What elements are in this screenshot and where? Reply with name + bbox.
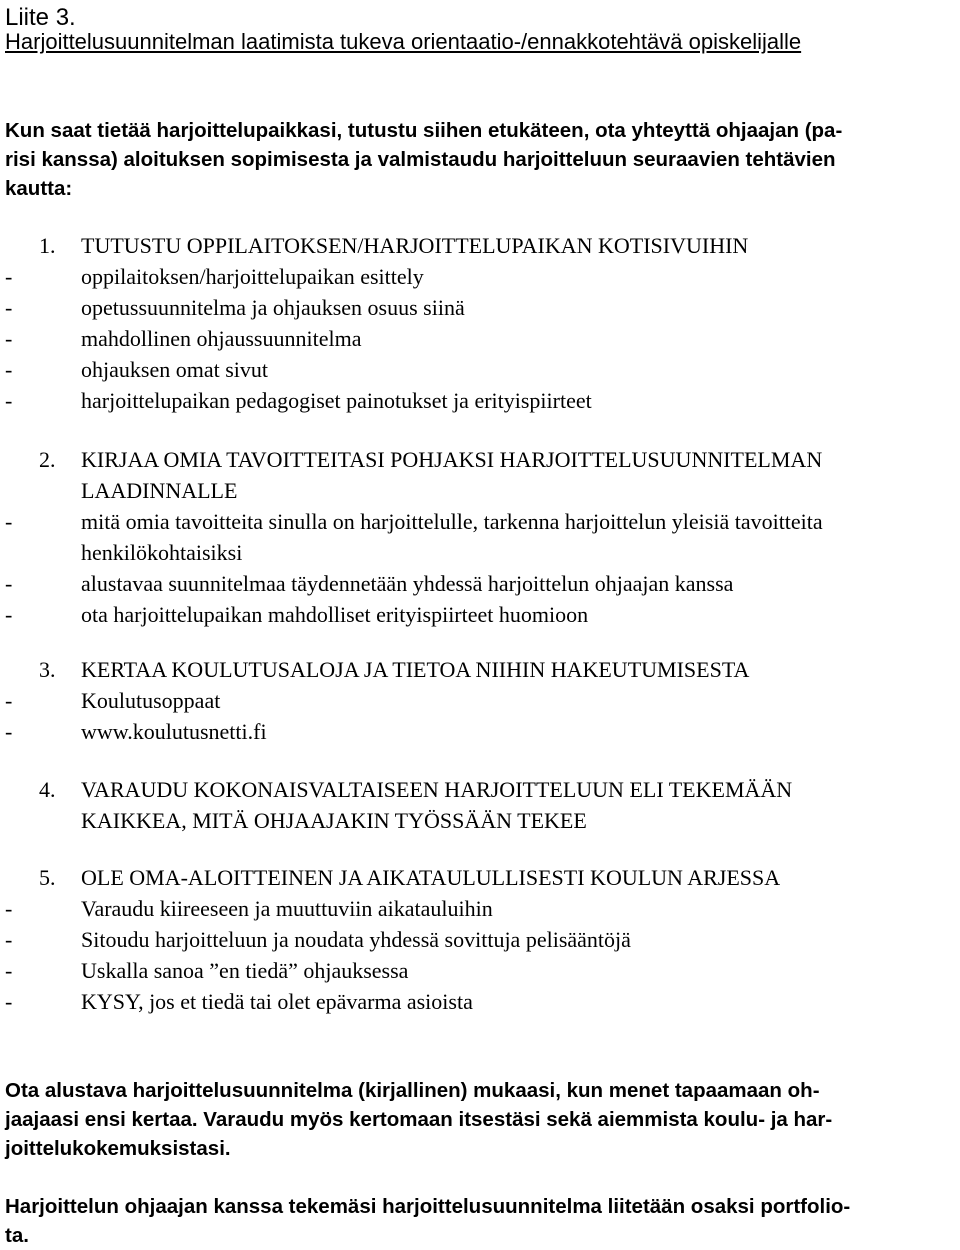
task-number: 4. <box>39 777 56 802</box>
list-item-line: mitä omia tavoitteita sinulla on harjoittelulle, tarkenna harjoittelun yleisiä tavoitteita <box>81 509 823 534</box>
list-item-text <box>81 292 955 323</box>
list-item-line: Varaudu kiireeseen ja muuttuviin aikatauluihin <box>81 896 493 921</box>
list-item-text <box>81 385 955 416</box>
task-title-line: TUTUSTU OPPILAITOKSEN/HARJOITTELUPAIKAN KOTISIVUIHIN <box>81 233 749 258</box>
list-item-text <box>81 261 955 292</box>
task-section-1 <box>5 230 955 416</box>
intro-line: risi kanssa) aloituksen sopimisesta ja valmistaudu harjoitteluun seuraavien tehtävien <box>5 148 836 171</box>
list-item-text <box>81 955 955 986</box>
list-item <box>5 292 955 323</box>
list-item <box>5 568 955 599</box>
task-title-line: LAADINNALLE <box>81 478 238 503</box>
dash-bullet: - <box>5 264 13 289</box>
list-item <box>5 354 955 385</box>
closing-line: jaajaasi ensi kertaa. Varaudu myös kertomaan itsestäsi sekä aiemmista koulu- ja har- <box>5 1108 833 1131</box>
task-heading <box>5 654 955 685</box>
task-title-line: KIRJAA OMIA TAVOITTEITASI POHJAKSI HARJOITTELUSUUNNITELMAN <box>81 447 823 472</box>
task-bullet-list <box>5 685 955 747</box>
dash-bullet: - <box>5 602 13 627</box>
closing-line: Harjoittelun ohjaajan kanssa tekemäsi harjoittelusuunnitelma liitetään osaksi portfolio- <box>5 1195 851 1218</box>
list-item-line: www.koulutusnetti.fi <box>81 719 267 744</box>
list-item <box>5 261 955 292</box>
dash-bullet: - <box>5 896 13 921</box>
task-number: 3. <box>39 657 56 682</box>
dash-bullet: - <box>5 571 13 596</box>
list-item-text <box>81 986 955 1017</box>
list-item-text <box>81 568 955 599</box>
task-number: 2. <box>39 447 56 472</box>
task-number: 5. <box>39 865 56 890</box>
task-section-3 <box>5 654 955 747</box>
intro-line: kautta: <box>5 177 73 200</box>
dash-bullet: - <box>5 719 13 744</box>
task-number: 1. <box>39 233 56 258</box>
dash-bullet: - <box>5 927 13 952</box>
list-item-line: opetussuunnitelma ja ohjauksen osuus siinä <box>81 295 465 320</box>
task-section-5 <box>5 862 955 1017</box>
list-item-line: KYSY, jos et tiedä tai olet epävarma asioista <box>81 989 473 1014</box>
list-item-line: alustavaa suunnitelmaa täydennetään yhdessä harjoittelun ohjaajan kanssa <box>81 571 734 596</box>
dash-bullet: - <box>5 989 13 1014</box>
list-item-text <box>81 323 955 354</box>
list-item <box>5 716 955 747</box>
list-item-text <box>81 506 955 568</box>
list-item-line: ota harjoittelupaikan mahdolliset erityispiirteet huomioon <box>81 602 589 627</box>
dash-bullet: - <box>5 958 13 983</box>
dash-bullet: - <box>5 509 13 534</box>
task-heading <box>5 444 955 506</box>
dash-bullet: - <box>5 688 13 713</box>
task-bullet-list <box>5 506 955 630</box>
list-item <box>5 323 955 354</box>
list-item <box>5 893 955 924</box>
list-item <box>5 685 955 716</box>
task-section-2 <box>5 444 955 630</box>
list-item-line: mahdollinen ohjaussuunnitelma <box>81 326 362 351</box>
task-heading <box>5 774 955 836</box>
list-item-line: oppilaitoksen/harjoittelupaikan esittely <box>81 264 424 289</box>
list-item-line: ohjauksen omat sivut <box>81 357 268 382</box>
dash-bullet: - <box>5 357 13 382</box>
task-title-line: OLE OMA-ALOITTEINEN JA AIKATAULULLISESTI KOULUN ARJESSA <box>81 865 781 890</box>
dash-bullet: - <box>5 388 13 413</box>
list-item-text <box>81 599 955 630</box>
intro-line: Kun saat tietää harjoittelupaikkasi, tutustu siihen etukäteen, ota yhteyttä ohjaajan (pa- <box>5 119 843 142</box>
list-item-line: Sitoudu harjoitteluun ja noudata yhdessä sovittuja pelisääntöjä <box>81 927 631 952</box>
list-item-text <box>81 685 955 716</box>
document-title: Harjoittelusuunnitelman laatimista tukeva orientaatio-/ennakkotehtävä opiskelijalle <box>5 29 802 54</box>
list-item <box>5 924 955 955</box>
list-item <box>5 955 955 986</box>
task-title-line: VARAUDU KOKONAISVALTAISEEN HARJOITTELUUN ELI TEKEMÄÄN <box>81 777 793 802</box>
task-bullet-list <box>5 893 955 1017</box>
closing-line: Ota alustava harjoittelusuunnitelma (kirjallinen) mukaasi, kun menet tapaamaan oh- <box>5 1079 820 1102</box>
list-item <box>5 506 955 568</box>
list-item-text <box>81 893 955 924</box>
list-item-text <box>81 354 955 385</box>
list-item-line: Koulutusoppaat <box>81 688 221 713</box>
list-item-line: harjoittelupaikan pedagogiset painotukset ja erityispiirteet <box>81 388 592 413</box>
closing-paragraph-1 <box>5 1076 955 1163</box>
task-heading <box>5 230 955 261</box>
closing-line: joittelukokemuksistasi. <box>5 1137 231 1160</box>
list-item-text <box>81 716 955 747</box>
list-item-text <box>81 924 955 955</box>
task-bullet-list <box>5 261 955 416</box>
dash-bullet: - <box>5 326 13 351</box>
list-item <box>5 986 955 1017</box>
dash-bullet: - <box>5 295 13 320</box>
intro-paragraph <box>5 116 955 203</box>
task-heading <box>5 862 955 893</box>
list-item <box>5 385 955 416</box>
list-item-line: Uskalla sanoa ”en tiedä” ohjauksessa <box>81 958 409 983</box>
closing-line: ta. <box>5 1224 29 1247</box>
task-section-4 <box>5 774 955 836</box>
list-item <box>5 599 955 630</box>
task-title-line: KAIKKEA, MITÄ OHJAAJAKIN TYÖSSÄÄN TEKEE <box>81 808 587 833</box>
task-title-line: KERTAA KOULUTUSALOJA JA TIETOA NIIHIN HAKEUTUMISESTA <box>81 657 750 682</box>
closing-paragraph-2 <box>5 1192 955 1250</box>
list-item-line: henkilökohtaisiksi <box>81 540 243 565</box>
appendix-label: Liite 3. <box>5 4 76 31</box>
